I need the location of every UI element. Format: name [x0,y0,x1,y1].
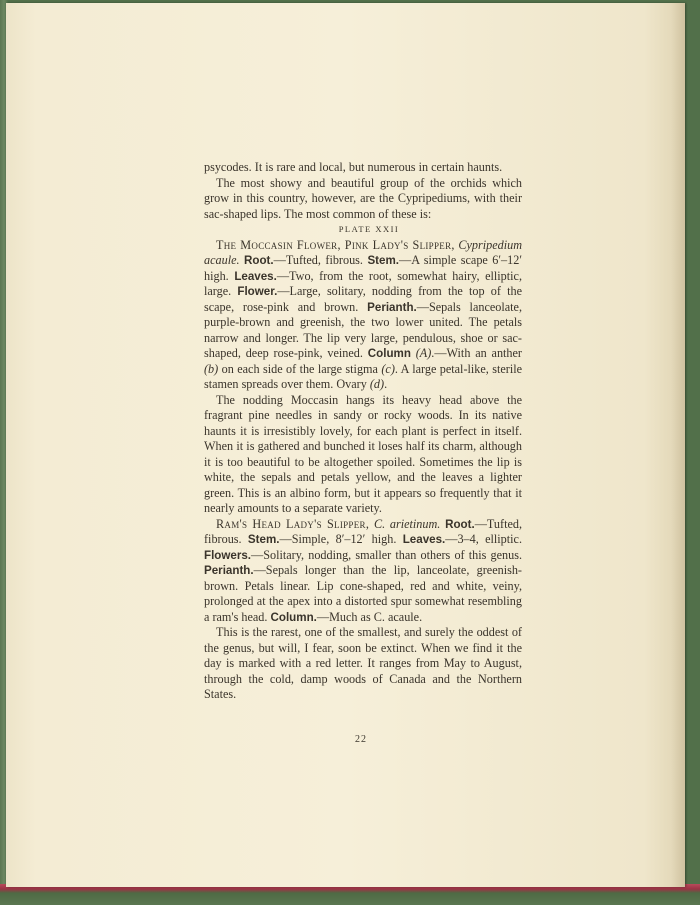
stem-label: Stem. [247,533,280,546]
paragraph-continuation: psycodes. It is rare and local, but numerous in certain haunts. [204,160,503,174]
flower-label: Flower. [237,285,278,298]
species-latin-name: Cypripedium acaule. [204,237,523,267]
column-ref-c: (c) [381,361,395,376]
page-number: 22 [355,734,367,745]
perianth-text: —Sepals longer than the lip, lanceolate, greenish-brown. Petals linear. Lip cone-shaped, red and white, veiny, prolonged at the apex into a distorted spur somewhat resembling a ram's head. [204,563,522,624]
column-ref-d: (d) [369,377,385,391]
stem-text: —Simple, 8′–12′ high. [279,532,397,546]
leaves-label: Leaves. [234,269,277,283]
column-text-a: .—With an anther [431,346,522,360]
paragraph-rams-head-description: This is the rarest, one of the smallest, and surely the oddest of the genus, but will, I fear, soon be extinct. When we find it the day is marked with a red letter. It ranges from May to August, through the cold, damp woods of Canada and the Northern States. [204,625,522,701]
perianth-label: Perianth. [367,300,417,314]
column-text: —Much as C. acaule. [316,609,423,624]
root-text: —Tufted, fibrous. [204,516,523,546]
perianth-text: —Sepals lanceolate, purple-brown and greenish, the two lower united. The petals narrow and longer. The lip very large, pendulous, shoe or sac-shaped, deep rose-pink, veined. [204,299,522,360]
column-text-b: on each side of the large stigma [221,361,378,376]
flower-text: —Large, solitary, nodding from the top of the scape, rose-pink and brown. [204,284,522,314]
flowers-label: Flowers. [204,548,252,562]
column-label: Column [367,347,411,360]
column-label: Column. [270,610,317,624]
entry-rams-head-lady-slipper [204,517,522,626]
species-common-name: The Moccasin Flower, Pink Lady's Slipper, [216,237,455,252]
leaves-text: —Two, from the root, somewhat hairy, elliptic, large. [204,268,522,298]
stem-text: —A simple scape 6′–12′ high. [204,253,523,283]
page-text [204,160,522,703]
root-label: Root. [244,254,274,267]
flowers-text: —Solitary, nodding, smaller than others of this genus. [251,547,522,562]
column-text-d: . [384,377,388,391]
paragraph-intro: The most showy and beautiful group of the orchids which grow in this country, however, are the Cypripediums, with their sac-shaped lips. The most common of these is: [204,175,522,221]
species-common-name: Ram's Head Lady's Slipper, [216,516,370,531]
column-ref-a: (A) [415,346,432,360]
species-latin-name: C. arietinum. [373,516,441,531]
leaves-label: Leaves. [402,533,446,546]
page-gutter-shadow [671,3,685,887]
paragraph-moccasin-description: The nodding Moccasin hangs its heavy head above the fragrant pine needles in sandy or rocky woods. In its native haunts it is irresistibly lovely, for each plant is perfect in itself. When it is gathered and bunched it loses half its charm, although it is too beautiful to be altogether spoiled. Sometimes the lip is white, the sepals and petals yellow, and the leaves a lighter green. This is an albino form, but it appears so frequently that it nearly amounts to a separate variety. [204,392,522,515]
entry-moccasin-flower [204,238,522,393]
perianth-label: Perianth. [204,564,254,577]
leaves-text: —3–4, elliptic. [445,532,523,546]
root-text: —Tufted, fibrous. [273,253,363,267]
root-label: Root. [445,517,475,531]
column-ref-b: (b) [204,361,219,376]
stem-label: Stem. [367,254,400,267]
column-text-c: . A large petal-like, sterile stamen spreads over them. Ovary [204,361,523,391]
plate-heading: PLATE XXII [338,224,400,234]
book-bottom-edge [0,884,700,905]
